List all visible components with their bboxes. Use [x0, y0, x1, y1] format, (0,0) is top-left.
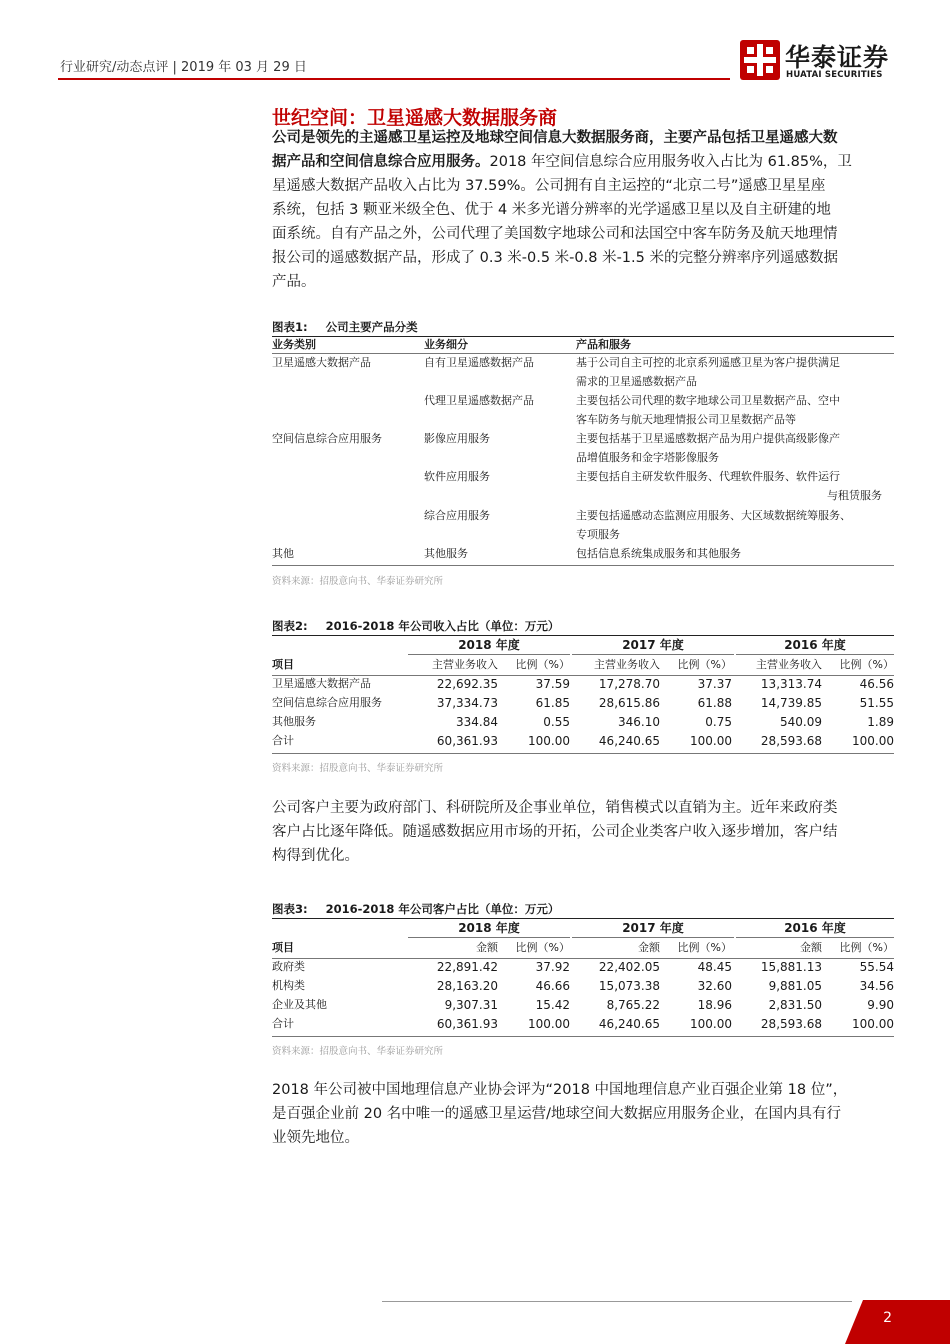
table-bottom-rule [272, 753, 894, 754]
table-value-cell: 18.96 [697, 998, 732, 1012]
table-value-cell: 28,615.86 [598, 696, 660, 710]
figure1-title [272, 319, 418, 335]
footer-rule [382, 1301, 852, 1302]
table-cell: 客车防务与航天地理情报公司卫星数据产品等 [576, 413, 796, 426]
ranking-paragraph [272, 1078, 894, 1150]
figure2-title [272, 618, 559, 634]
table-value-cell: 100.00 [852, 1017, 894, 1031]
table-cell: 空间信息综合应用服务 [272, 432, 382, 445]
para-line [272, 150, 894, 174]
para-line: 公司是领先的主遥感卫星运控及地球空间信息大数据服务商，主要产品包括卫星遥感大数 [272, 130, 838, 146]
table-value-cell: 15,881.13 [760, 960, 822, 974]
figure1-source: 资料来源：招股意向书、华泰证券研究所 [272, 576, 444, 587]
table-value-cell: 46,240.65 [598, 1017, 660, 1031]
figure1-caption: 公司主要产品分类 [325, 320, 418, 334]
table-cell: 需求的卫星遥感数据产品 [576, 375, 697, 388]
year-header: 2017 年度 [622, 921, 684, 935]
figure2-label: 图表2: [272, 619, 308, 633]
para-line: 公司客户主要为政府部门、科研院所及企事业单位，销售模式以直销为主。近年来政府类 [272, 800, 838, 816]
table-value-cell: 0.75 [705, 715, 732, 729]
table-header-rule [272, 958, 894, 959]
table-value-cell: 9.90 [867, 998, 894, 1012]
para-line: 报公司的遥感数据产品，形成了 0.3 米-0.5 米-0.8 米-1.5 米的完整分辨率序列遥感数据 [272, 250, 838, 266]
table-value-cell: 100.00 [690, 734, 732, 748]
table-cell: 与租赁服务 [827, 489, 882, 502]
table-top-rule [272, 918, 894, 919]
table-value-cell: 346.10 [618, 715, 660, 729]
huatai-logo-icon [740, 40, 780, 80]
table-header-cell: 业务细分 [424, 338, 468, 351]
table-bottom-rule [272, 565, 894, 566]
table-value-cell: 2,831.50 [768, 998, 822, 1012]
table-value-cell: 48.45 [697, 960, 732, 974]
logo-chinese-name: 华泰证券 [785, 43, 890, 72]
table-value-cell: 15,073.38 [598, 979, 660, 993]
sub-header: 金额 [476, 941, 498, 954]
section-title: 世纪空间：卫星遥感大数据服务商 [272, 107, 558, 129]
item-header: 项目 [272, 658, 294, 671]
table-value-cell: 37.59 [535, 677, 570, 691]
table-cell: 其他 [272, 547, 294, 560]
table-value-cell: 32.60 [697, 979, 732, 993]
sub-header: 主营业务收入 [432, 658, 498, 671]
sub-header: 主营业务收入 [756, 658, 822, 671]
year-underline [736, 654, 894, 655]
year-underline [408, 937, 570, 938]
sub-header: 比例（%） [515, 941, 570, 954]
para-line: 星遥感大数据产品收入占比为 37.59%。公司拥有自主运控的“北京二号”遥感卫星星座 [272, 178, 826, 194]
sub-header: 比例（%） [677, 658, 732, 671]
figure3-caption: 2016-2018 年公司客户占比（单位：万元） [325, 902, 560, 916]
table-row-label: 卫星遥感大数据产品 [272, 677, 371, 690]
table-row-label: 合计 [272, 734, 294, 747]
sub-header: 比例（%） [839, 658, 894, 671]
table-cell: 卫星遥感大数据产品 [272, 356, 371, 369]
intro-paragraph [272, 126, 894, 294]
year-underline [408, 654, 570, 655]
table-value-cell: 37.37 [697, 677, 732, 691]
table-cell: 自有卫星遥感数据产品 [424, 356, 534, 369]
table-value-cell: 15.42 [535, 998, 570, 1012]
table-header-cell: 产品和服务 [576, 338, 631, 351]
year-underline [736, 937, 894, 938]
year-header: 2016 年度 [784, 921, 846, 935]
table-value-cell: 540.09 [780, 715, 822, 729]
para-line: 2018 年公司被中国地理信息产业协会评为“2018 中国地理信息产业百强企业第 18 位”， [272, 1082, 848, 1098]
logo-english-name: HUATAI SECURITIES [786, 70, 883, 80]
year-header: 2018 年度 [458, 921, 520, 935]
table-cell: 综合应用服务 [424, 509, 490, 522]
customer-paragraph [272, 796, 894, 868]
sub-header: 比例（%） [515, 658, 570, 671]
para-text: 2018 年空间信息综合应用服务收入占比为 61.85%，卫 [489, 154, 852, 170]
table-value-cell: 8,765.22 [606, 998, 660, 1012]
footer-corner-decoration [845, 1300, 950, 1344]
table-value-cell: 61.88 [697, 696, 732, 710]
table-cell: 代理卫星遥感数据产品 [424, 394, 534, 407]
table-value-cell: 28,593.68 [760, 734, 822, 748]
figure3-source: 资料来源：招股意向书、华泰证券研究所 [272, 1046, 444, 1057]
table-value-cell: 28,163.20 [436, 979, 498, 993]
sub-header: 主营业务收入 [594, 658, 660, 671]
table-row-label: 政府类 [272, 960, 305, 973]
table-cell: 专项服务 [576, 528, 620, 541]
table-value-cell: 22,692.35 [436, 677, 498, 691]
table-cell: 基于公司自主可控的北京系列遥感卫星为客户提供满足 [576, 356, 840, 369]
figure2-caption: 2016-2018 年公司收入占比（单位：万元） [325, 619, 560, 633]
table-value-cell: 9,307.31 [444, 998, 498, 1012]
table-value-cell: 13,313.74 [760, 677, 822, 691]
table-value-cell: 51.55 [859, 696, 894, 710]
table-value-cell: 100.00 [852, 734, 894, 748]
year-header: 2016 年度 [784, 638, 846, 652]
para-line: 面系统。自有产品之外，公司代理了美国数字地球公司和法国空中客车防务及航天地理情 [272, 226, 838, 242]
figure3-title [272, 901, 559, 917]
year-underline [572, 654, 734, 655]
year-underline [572, 937, 734, 938]
table-top-rule [272, 635, 894, 636]
table-value-cell: 28,593.68 [760, 1017, 822, 1031]
para-line: 系统，包括 3 颗亚米级全色、优于 4 米多光谱分辨率的光学遥感卫星以及自主研建的地 [272, 202, 831, 218]
sub-header: 比例（%） [839, 941, 894, 954]
table-value-cell: 60,361.93 [436, 734, 498, 748]
table-value-cell: 100.00 [528, 734, 570, 748]
table-value-cell: 0.55 [543, 715, 570, 729]
table-value-cell: 334.84 [456, 715, 498, 729]
header-breadcrumb: 行业研究/动态点评 | 2019 年 03 月 29 日 [60, 60, 307, 75]
year-header: 2017 年度 [622, 638, 684, 652]
table-cell: 品增值服务和金字塔影像服务 [576, 451, 719, 464]
table-value-cell: 37.92 [535, 960, 570, 974]
table-cell: 主要包括公司代理的数字地球公司卫星数据产品、空中 [576, 394, 840, 407]
table-top-rule [272, 336, 894, 337]
table-value-cell: 14,739.85 [760, 696, 822, 710]
para-line: 客户占比逐年降低。随遥感数据应用市场的开拓，公司企业类客户收入逐步增加，客户结 [272, 824, 838, 840]
figure1-label: 图表1: [272, 320, 308, 334]
table-value-cell: 34.56 [859, 979, 894, 993]
table-value-cell: 9,881.05 [768, 979, 822, 993]
table-value-cell: 37,334.73 [436, 696, 498, 710]
table-cell: 其他服务 [424, 547, 468, 560]
table-bottom-rule [272, 1036, 894, 1037]
table-cell: 主要包括遥感动态监测应用服务、大区域数据统筹服务、 [576, 509, 851, 522]
table-cell: 软件应用服务 [424, 470, 490, 483]
table-value-cell: 22,891.42 [436, 960, 498, 974]
year-header: 2018 年度 [458, 638, 520, 652]
table-row-label: 合计 [272, 1017, 294, 1030]
table-cell: 主要包括基于卫星遥感数据产品为用户提供高级影像产 [576, 432, 840, 445]
sub-header: 比例（%） [677, 941, 732, 954]
table-row-label: 其他服务 [272, 715, 316, 728]
sub-header: 金额 [800, 941, 822, 954]
table-value-cell: 22,402.05 [598, 960, 660, 974]
table-value-cell: 46.66 [535, 979, 570, 993]
para-bold-text: 据产品和空间信息综合应用服务。 [272, 154, 490, 170]
table-header-rule [272, 675, 894, 676]
table-value-cell: 1.89 [867, 715, 894, 729]
para-line: 业领先地位。 [272, 1130, 359, 1146]
item-header: 项目 [272, 941, 294, 954]
table-cell: 包括信息系统集成服务和其他服务 [576, 547, 741, 560]
table-value-cell: 55.54 [859, 960, 894, 974]
table-header-rule [272, 353, 894, 354]
table-header-cell: 业务类别 [272, 338, 316, 351]
figure3-label: 图表3: [272, 902, 308, 916]
table-value-cell: 46.56 [859, 677, 894, 691]
figure2-source: 资料来源：招股意向书、华泰证券研究所 [272, 763, 444, 774]
header-rule [58, 78, 730, 80]
page-number: 2 [883, 1310, 892, 1326]
table-row-label: 企业及其他 [272, 998, 327, 1011]
table-cell: 主要包括自主研发软件服务、代理软件服务、软件运行 [576, 470, 840, 483]
table-value-cell: 100.00 [690, 1017, 732, 1031]
table-value-cell: 17,278.70 [598, 677, 660, 691]
table-value-cell: 100.00 [528, 1017, 570, 1031]
para-line: 产品。 [272, 274, 316, 290]
table-cell: 影像应用服务 [424, 432, 490, 445]
para-line: 构得到优化。 [272, 848, 359, 864]
table-value-cell: 60,361.93 [436, 1017, 498, 1031]
table-row-label: 空间信息综合应用服务 [272, 696, 382, 709]
table-value-cell: 46,240.65 [598, 734, 660, 748]
sub-header: 金额 [638, 941, 660, 954]
table-value-cell: 61.85 [535, 696, 570, 710]
table-row-label: 机构类 [272, 979, 305, 992]
para-line: 是百强企业前 20 名中唯一的遥感卫星运营/地球空间大数据应用服务企业，在国内具有行 [272, 1106, 842, 1122]
